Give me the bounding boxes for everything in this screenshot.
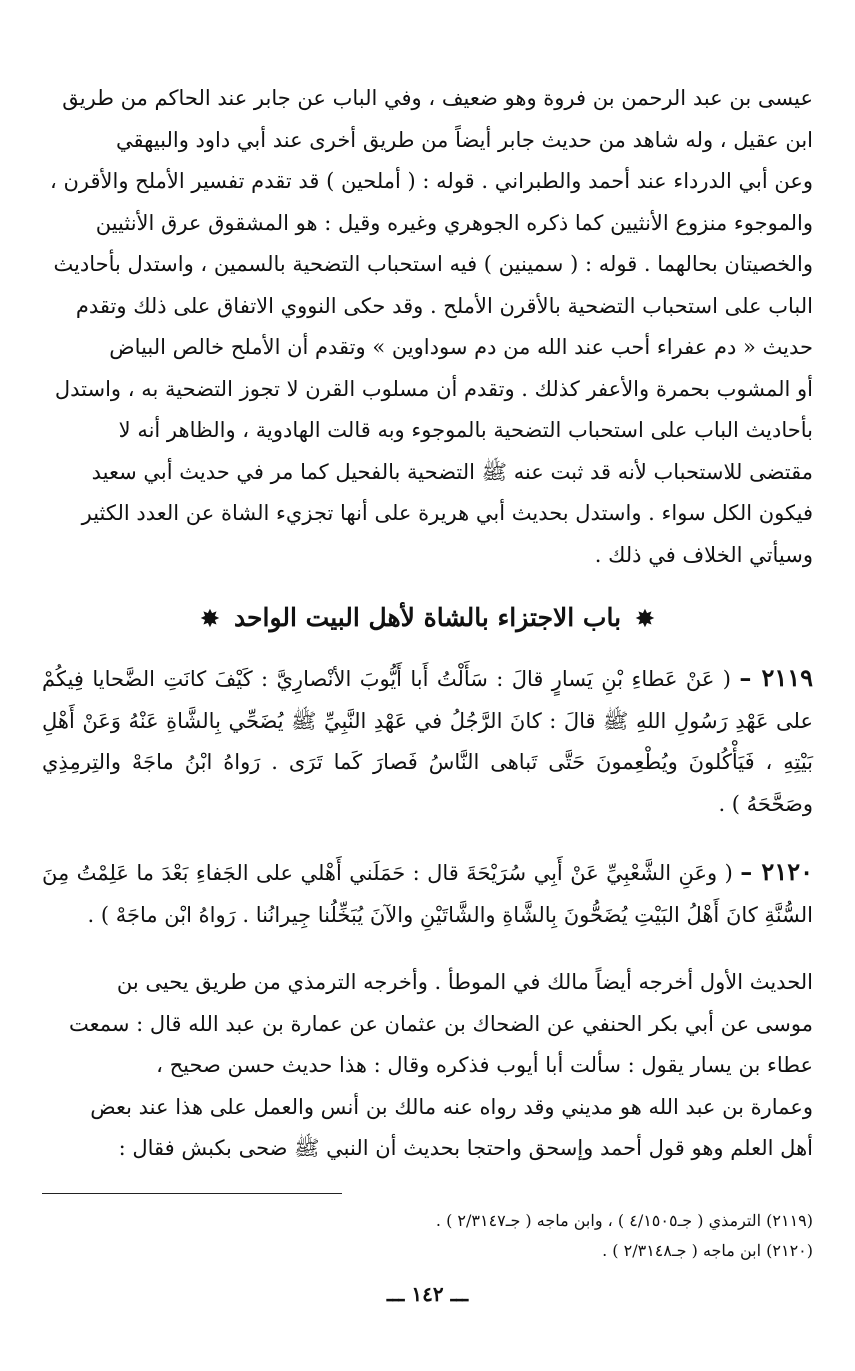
body-line: عيسى بن عبد الرحمن بن فروة وهو ضعيف ، وفي الباب عن جابر عند الحاكم من طريق <box>62 86 813 110</box>
commentary-line: موسى عن أبي بكر الحنفي عن الضحاك بن عثمان عن عمارة بن عبد الله قال : سمعت <box>68 1011 813 1036</box>
commentary-line: الحديث الأول أخرجه أيضاً مالك في الموطأ . وأخرجه الترمذي من طريق يحيى بن <box>116 970 813 994</box>
footnote-2119: (٢١١٩) الترمذي ( جـ٤/١٥٠٥ ) ، وابن ماجه ( جـ٢/٣١٤٧ ) . <box>435 1211 813 1230</box>
body-line: والموجوء منزوع الأنثيين كما ذكره الجوهري وغيره وقيل : هو المشقوق عرق الأنثيين <box>95 210 813 235</box>
hadith-text: ( وعَنِ الشَّعْبِيِّ عَنْ أَبِي سُرَيْحَةَ قال : حَمَلَني أَهْلي على الجَفاءِ بَعْدَ ما عَلِمْتُ مِنَ السُّنَّةِ كانَ أَهْلُ البَيْتِ يُضَحُّونَ بِالشَّاةِ والشَّاتَيْنِ والآنَ يُبَخِّلُنا جِيرانُنا . رَواهُ ابْن ماجَهْ ) . <box>42 861 813 927</box>
body-line: وسيأتي الخلاف في ذلك . <box>594 542 813 567</box>
body-line: والخصيتان بحالهما . قوله : ( سمينين ) فيه استحباب التضحية بالسمين ، واستدل بأحاديث <box>53 252 813 276</box>
body-line: مقتضى للاستحباب لأنه قد ثبت عنه ﷺ التضحية بالفحيل كما مر في حديث أبي سعيد <box>91 459 813 484</box>
chapter-title: باب الاجتزاء بالشاة لأهل البيت الواحد <box>233 603 622 632</box>
commentary-line: وعمارة بن عبد الله هو مديني وقد رواه عنه مالك بن أنس والعمل على هذا عند بعض <box>90 1094 813 1119</box>
hadith-number: ٢١١٩ – <box>739 663 813 692</box>
hadith-text: ( عَنْ عَطاءِ بْنِ يَسارٍ قالَ : سَأَلْتُ أَبا أَيُّوبَ الأنْصارِيَّ : كَيْفَ كانَتِ الضَّحايا فِيكُمْ على عَهْدِ رَسُولِ اللهِ ﷺ قالَ : كانَ الرَّجُلُ في عَهْدِ النَّبِيِّ ﷺ يُضَحِّي بِالشَّاةِ عَنْهُ وَعَنْ أَهْلِ بَيْتِهِ ، فَيَأْكُلونَ ويُطْعِمونَ حَتَّى تَباهى النَّاسُ فَصارَ كَما تَرَى . رَواهُ ابْنُ ماجَهْ والتِرمِذِي وصَحَّحَهُ ) . <box>42 667 813 816</box>
commentary-line: عطاء بن يسار يقول : سألت أبا أيوب فذكره وقال : هذا حديث حسن صحيح ، <box>156 1053 813 1077</box>
footnotes <box>436 1206 813 1266</box>
chapter-heading <box>42 598 813 639</box>
footnote-divider <box>42 1193 342 1194</box>
hadith-number: ٢١٢٠ – <box>740 857 813 886</box>
body-line: الباب على استحباب التضحية بالأقرن الأملح . وقد حكى النووي الاتفاق على ذلك وتقدم <box>75 293 813 318</box>
body-line: ابن عقيل ، وله شاهد من حديث جابر أيضاً من طريق أخرى عند أبي داود والبيهقي <box>116 127 813 152</box>
body-line: حديث « دم عفراء أحب عند الله من دم سوداوين » وتقدم أن الأملح خالص البياض <box>109 335 813 359</box>
hadith-2120 <box>42 851 813 936</box>
body-text <box>42 78 813 576</box>
commentary-text <box>42 962 813 1170</box>
commentary-line: أهل العلم وهو قول أحمد وإسحق واحتجا بحديث أن النبي ﷺ ضحى بكبش فقال : <box>118 1136 813 1160</box>
body-line: فيكون الكل سواء . واستدل بحديث أبي هريرة على أنها تجزيء الشاة عن العدد الكثير <box>81 501 813 525</box>
body-line: أو المشوب بحمرة والأعفر كذلك . وتقدم أن مسلوب القرن لا تجوز التضحية به ، واستدل <box>54 376 813 401</box>
star-ornament-icon: ✸ <box>635 606 655 632</box>
body-line: وعن أبي الدرداء عند أحمد والطبراني . قوله : ( أملحين ) قد تقدم تفسير الأملح والأقرن ، <box>50 169 813 193</box>
hadith-2119 <box>42 657 813 825</box>
page-number: ـــ ١٤٢ ـــ <box>386 1282 469 1306</box>
star-ornament-icon: ✸ <box>200 606 220 632</box>
footnote-2120: (٢١٢٠) ابن ماجه ( جـ٢/٣١٤٨ ) . <box>602 1241 813 1260</box>
body-line: بأحاديث الباب على استحباب التضحية بالموجوء وبه قالت الهادوية ، والظاهر أنه لا <box>118 418 813 442</box>
